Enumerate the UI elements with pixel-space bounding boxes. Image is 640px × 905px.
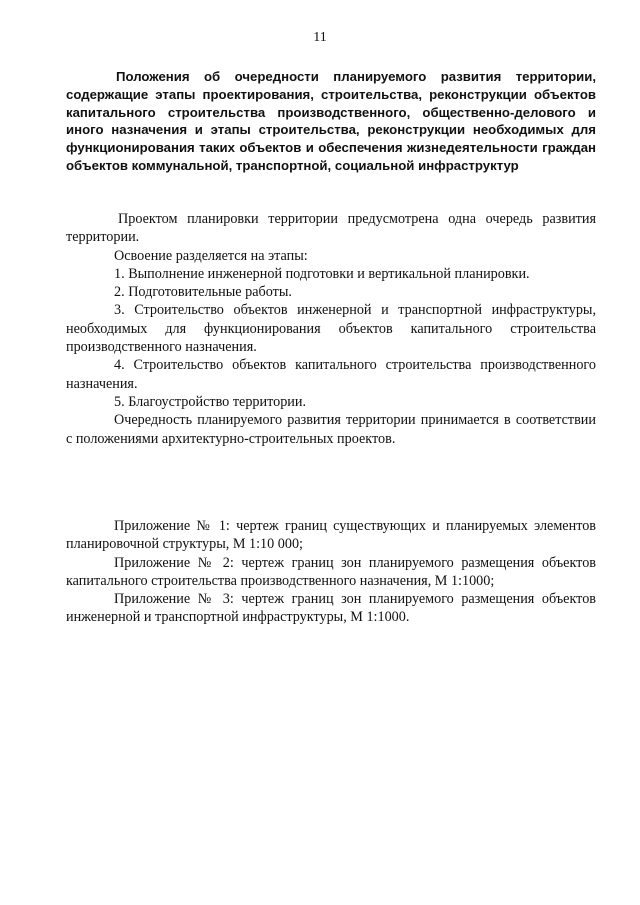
paragraph: 5. Благоустройство территории. — [114, 393, 307, 410]
body-text — [66, 210, 596, 448]
page-number: 11 — [313, 30, 327, 45]
appendix-list — [66, 517, 596, 627]
section-heading: Положения об очередности планируемого развития территории, содержащие этапы проектирования, строительства, реконструкции объектов капитального строительства производственного, общественно-делового и иного назначения и этапы строительства, реконструкции необходимых для функционирования таких объектов и обеспечения жизнедеятельности граждан объектов коммунальной, транспортной, социальной инфраструктур — [66, 69, 596, 173]
paragraph: Проектом планировки территории предусмотрена одна очередь развития территории. — [66, 211, 596, 246]
appendix-item: Приложение № 2: чертеж границ зон планируемого размещения объектов капитального строительства производственного назначения, М 1:1000; — [66, 554, 596, 589]
appendix-item: Приложение № 3: чертеж границ зон планируемого размещения объектов инженерной и транспортной инфраструктуры, М 1:1000. — [66, 591, 596, 626]
paragraph: 4. Строительство объектов капитального строительства производственного назначения. — [66, 357, 596, 392]
paragraph: 3. Строительство объектов инженерной и транспортной инфраструктуры, необходимых для функционирования объектов капитального строительства производственного назначения. — [66, 302, 596, 356]
paragraph: Освоение разделяется на этапы: — [114, 247, 308, 264]
appendix-item: Приложение № 1: чертеж границ существующих и планируемых элементов планировочной структуры, М 1:10 000; — [66, 518, 596, 553]
paragraph: 2. Подготовительные работы. — [114, 284, 292, 301]
paragraph: 1. Выполнение инженерной подготовки и вертикальной планировки. — [114, 265, 530, 282]
paragraph: Очередность планируемого развития территории принимается в соответствии с положениями архитектурно-строительных проектов. — [66, 412, 596, 447]
